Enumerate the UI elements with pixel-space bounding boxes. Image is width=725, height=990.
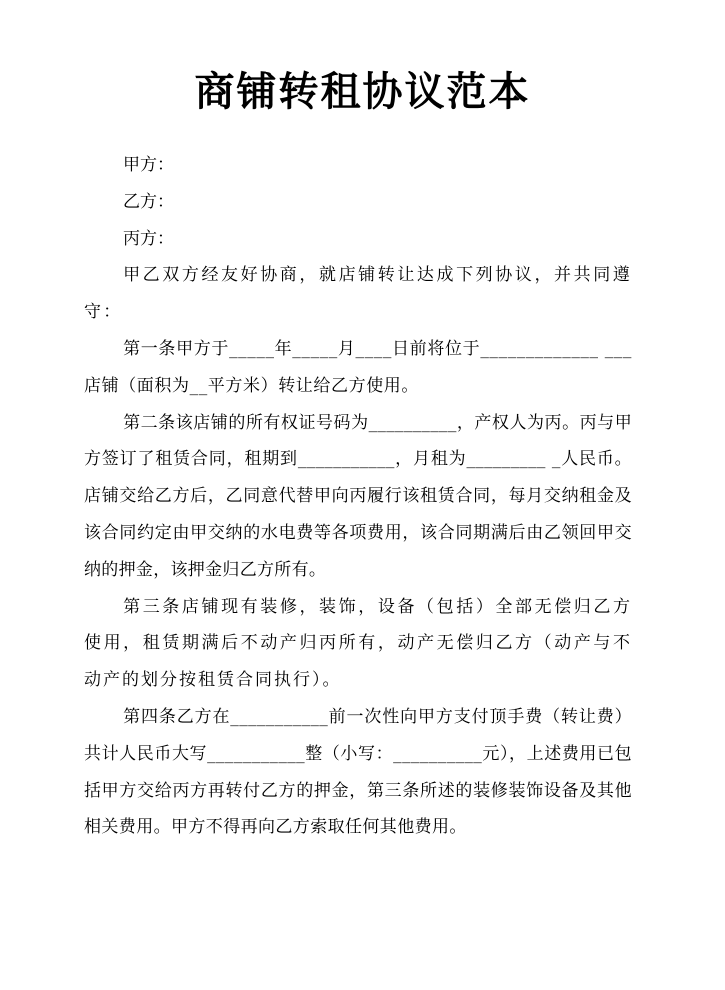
party-a-line: 甲方： <box>123 155 174 175</box>
party-b-line: 乙方： <box>123 191 174 212</box>
intro-paragraph: 甲乙双方经友好协商，就店铺转让达成下列协议，并共同遵守： <box>84 265 632 323</box>
article-1-paragraph: 第一条甲方于_____年_____月____日前将位于_____________ ___店铺（面积为__平方米）转让给乙方使用。 <box>84 338 632 396</box>
article-4-paragraph: 第四条乙方在___________前一次性向甲方支付顶手费（转让费）共计人民币大写___________整（小写：__________元），上述费用已包括甲方交给丙方再转付乙方的押金，第三条所述的装修装饰设备及其他相关费用。甲方不得再向乙方索取任何其他费用。 <box>84 706 632 838</box>
article-2-paragraph: 第二条该店铺的所有权证号码为__________，产权人为丙。丙与甲方签订了租赁合同，租期到___________，月租为_________ _人民币。店铺交给乙方后，乙同意代替甲向丙履行该租赁合同，每月交纳租金及该合同约定由甲交纳的水电费等各项费用，该合同期满后由乙领回甲交纳的押金，该押金归乙方所有。 <box>84 412 632 580</box>
document-title: 商铺转租协议范本 <box>194 69 531 115</box>
document-body <box>84 147 632 846</box>
article-3-paragraph: 第三条店铺现有装修，装饰，设备（包括）全部无偿归乙方使用，租赁期满后不动产归丙所有，动产无偿归乙方（动产与不动产的划分按租赁合同执行）。 <box>84 596 632 691</box>
party-c-line: 丙方： <box>123 228 174 249</box>
